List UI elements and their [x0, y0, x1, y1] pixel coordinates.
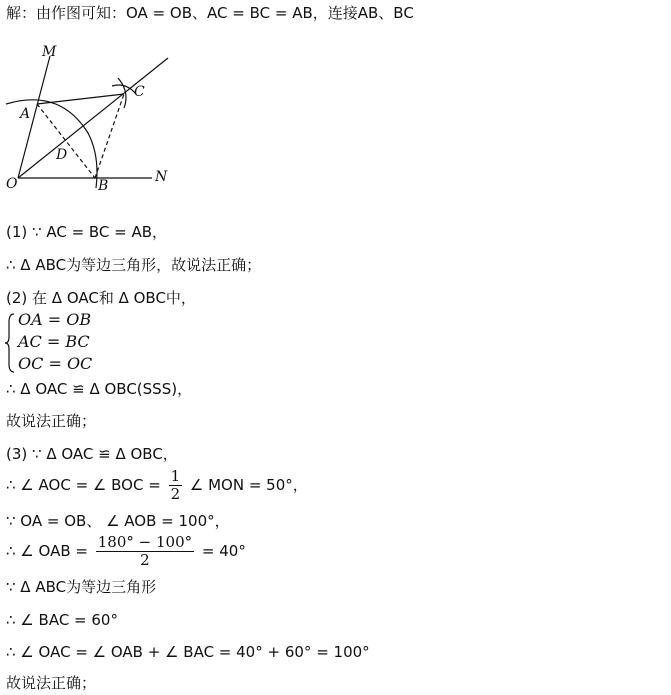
- system-eq3: OC = OC: [18, 354, 93, 373]
- part3-line5: ∵ Δ ABC为等边三角形: [6, 578, 157, 596]
- part3-line3: ∵ OA = OB、 ∠ AOB = 100°，: [6, 512, 230, 530]
- fraction-numerator: 180° − 100°: [97, 533, 193, 551]
- part3-line2-pre: ∴ ∠ AOC = ∠ BOC =: [6, 476, 161, 494]
- label-a: A: [20, 106, 31, 122]
- fraction-denominator: 2: [140, 551, 150, 569]
- fraction-denominator: 2: [170, 485, 181, 503]
- part3-line4-pre: ∴ ∠ OAB =: [6, 542, 88, 560]
- label-c: C: [134, 84, 145, 100]
- label-m: M: [42, 44, 57, 60]
- intro-text: 解：由作图可知：OA = OB、AC = BC = AB，连接AB、BC: [6, 4, 414, 22]
- geometry-figure: [0, 38, 200, 198]
- part3-line4-post: = 40°: [201, 542, 246, 560]
- fraction-numerator: 1: [170, 467, 181, 485]
- part2-line2: ∴ Δ OAC ≌ Δ OBC(SSS)，: [6, 380, 193, 398]
- part3-line2: [6, 468, 308, 503]
- part1-line1: (1) ∵ AC = BC = AB，: [6, 223, 168, 241]
- segment-ab-dashed: [37, 104, 95, 178]
- segment-bc-dashed: [95, 94, 124, 178]
- part2-line1: (2) 在 Δ OAC和 Δ OBC中，: [6, 289, 196, 307]
- label-o: O: [6, 176, 18, 192]
- segment-oc-extended: [18, 58, 168, 178]
- part3-line4: [6, 534, 246, 569]
- system-brace: [4, 312, 16, 374]
- system-eq1: OA = OB: [18, 310, 92, 329]
- label-d: D: [56, 147, 68, 163]
- part3-line7: ∴ ∠ OAC = ∠ OAB + ∠ BAC = 40° + 60° = 100°: [6, 643, 370, 661]
- part3-line2-post: ∠ MON = 50°，: [189, 476, 308, 494]
- part1-line2: ∴ Δ ABC为等边三角形，故说法正确；: [6, 256, 262, 274]
- label-n: N: [155, 169, 168, 185]
- fraction-angle: [96, 534, 194, 569]
- part3-line8: 故说法正确；: [6, 674, 97, 692]
- label-b: B: [98, 178, 109, 194]
- part3-line6: ∴ ∠ BAC = 60°: [6, 611, 118, 629]
- fraction-one-half: [169, 468, 183, 503]
- part3-line1: (3) ∵ Δ OAC ≌ Δ OBC，: [6, 445, 178, 463]
- system-eq2: AC = BC: [18, 332, 90, 351]
- part2-line3: 故说法正确；: [6, 412, 97, 430]
